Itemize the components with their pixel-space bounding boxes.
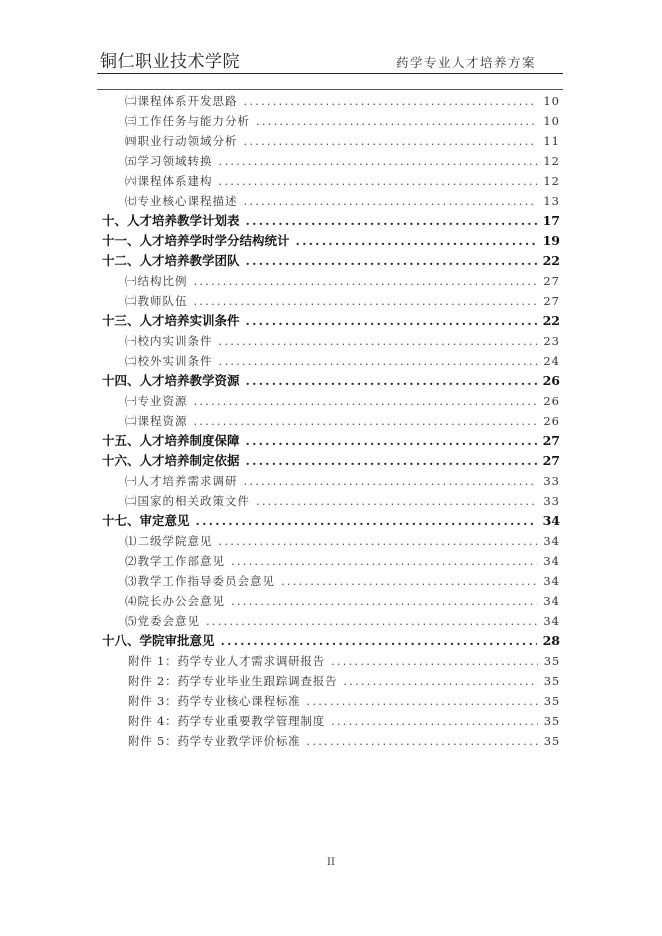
toc-leader-dots [246,431,537,451]
toc-leader-dots [196,511,537,531]
toc-entry-page: 12 [543,174,560,188]
toc-entry-title: 十七、审定意见 [102,513,190,528]
toc-entry-page: 13 [543,194,560,208]
toc-chapter-entry[interactable] [102,231,560,251]
toc-entry-page: 35 [543,714,560,728]
toc-entry-title: ㈡国家的相关政策文件 [125,494,250,508]
toc-section-entry[interactable] [102,191,560,211]
toc-entry-page: 34 [543,614,560,628]
toc-section-entry[interactable] [102,111,560,131]
toc-section-entry[interactable] [102,491,560,511]
toc-entry-page: 10 [543,94,560,108]
toc-entry-page: 22 [542,253,560,268]
toc-section-entry[interactable] [102,331,560,351]
toc-leader-dots [231,551,537,571]
toc-leader-dots [343,671,537,691]
toc-chapter-entry[interactable] [102,211,560,231]
toc-leader-dots [194,271,538,291]
toc-appendix-entry[interactable] [102,691,560,711]
toc-leader-dots [244,131,538,151]
toc-section-entry[interactable] [102,351,560,371]
toc-leader-dots [256,111,537,131]
toc-chapter-entry[interactable] [102,371,560,391]
toc-appendix-entry[interactable] [102,651,560,671]
toc-leader-dots [244,471,538,491]
toc-leader-dots [331,651,538,671]
toc-entry-page: 12 [543,154,560,168]
toc-entry-page: 26 [543,414,560,428]
header-institution-title: 铜仁职业技术学院 [100,52,240,72]
toc-entry-title: 附件 2：药学专业毕业生跟踪调查报告 [128,674,338,688]
toc-entry-page: 33 [543,494,560,508]
toc-entry-title: ㈡课程体系开发思路 [125,94,238,108]
toc-entry-page: 35 [543,734,560,748]
toc-leader-dots [219,151,538,171]
toc-leader-dots [281,571,537,591]
toc-leader-dots [244,191,538,211]
toc-entry-page: 22 [542,313,560,328]
toc-entry-title: ㈤学习领域转换 [125,154,213,168]
toc-entry-title: ⑸党委会意见 [125,614,200,628]
toc-entry-page: 34 [543,574,560,588]
page-number: II [327,857,335,868]
toc-entry-page: 34 [543,534,560,548]
toc-entry-title: 附件 3：药学专业核心课程标准 [128,694,301,708]
toc-section-entry[interactable] [102,611,560,631]
toc-leader-dots [306,691,537,711]
toc-chapter-entry[interactable] [102,311,560,331]
toc-leader-dots [296,231,537,251]
toc-chapter-entry[interactable] [102,631,560,651]
toc-entry-page: 27 [543,294,560,308]
table-of-contents [102,91,560,751]
toc-leader-dots [194,391,538,411]
toc-leader-dots [219,331,538,351]
toc-leader-dots [206,611,537,631]
toc-leader-dots [194,291,538,311]
toc-entry-page: 27 [543,274,560,288]
toc-section-entry[interactable] [102,151,560,171]
toc-entry-title: 十五、人才培养制度保障 [102,433,240,448]
toc-entry-title: 附件 5：药学专业教学评价标准 [128,734,301,748]
toc-leader-dots [221,631,537,651]
toc-leader-dots [246,251,537,271]
toc-chapter-entry[interactable] [102,431,560,451]
toc-entry-page: 34 [542,513,560,528]
toc-entry-title: ㈠人才培养需求调研 [125,474,238,488]
toc-entry-title: ㈠专业资源 [125,394,188,408]
toc-chapter-entry[interactable] [102,451,560,471]
toc-entry-title: 十三、人才培养实训条件 [102,313,240,328]
toc-entry-title: ㈦专业核心课程描述 [125,194,238,208]
toc-leader-dots [219,531,538,551]
toc-entry-title: 十八、学院审批意见 [102,633,215,648]
toc-section-entry[interactable] [102,391,560,411]
toc-entry-title: ㈠结构比例 [125,274,188,288]
toc-entry-page: 26 [542,373,560,388]
toc-section-entry[interactable] [102,171,560,191]
toc-section-entry[interactable] [102,411,560,431]
toc-entry-title: ⑵教学工作部意见 [125,554,225,568]
toc-section-entry[interactable] [102,551,560,571]
toc-entry-page: 35 [543,654,560,668]
toc-entry-page: 24 [543,354,560,368]
toc-appendix-entry[interactable] [102,731,560,751]
toc-entry-title: ⑷院长办公会意见 [125,594,225,608]
toc-entry-page: 27 [542,433,560,448]
toc-entry-title: ㈠校内实训条件 [125,334,213,348]
toc-entry-title: ㈣职业行动领域分析 [125,134,238,148]
toc-section-entry[interactable] [102,571,560,591]
toc-entry-title: 十四、人才培养教学资源 [102,373,240,388]
toc-entry-page: 35 [543,674,560,688]
toc-entry-title: ⑴二级学院意见 [125,534,213,548]
toc-entry-title: ㈢工作任务与能力分析 [125,114,250,128]
toc-entry-title: 十一、人才培养学时学分结构统计 [102,233,290,248]
toc-entry-title: ㈡校外实训条件 [125,354,213,368]
toc-leader-dots [194,411,538,431]
toc-leader-dots [306,731,537,751]
toc-entry-title: 十、人才培养教学计划表 [102,213,240,228]
toc-section-entry[interactable] [102,271,560,291]
toc-entry-page: 35 [543,694,560,708]
toc-entry-page: 28 [542,633,560,648]
toc-entry-page: 10 [543,114,560,128]
toc-entry-title: ㈡课程资源 [125,414,188,428]
toc-entry-title: 附件 1：药学专业人才需求调研报告 [128,654,326,668]
toc-leader-dots [219,171,538,191]
toc-section-entry[interactable] [102,471,560,491]
toc-section-entry[interactable] [102,591,560,611]
toc-chapter-entry[interactable] [102,511,560,531]
toc-leader-dots [244,91,538,111]
toc-entry-page: 17 [542,213,560,228]
toc-leader-dots [246,211,537,231]
toc-leader-dots [246,311,537,331]
toc-entry-title: 十六、人才培养制定依据 [102,453,240,468]
toc-entry-page: 27 [542,453,560,468]
toc-leader-dots [231,591,537,611]
toc-entry-title: ⑶教学工作指导委员会意见 [125,574,275,588]
toc-entry-page: 34 [543,594,560,608]
toc-entry-title: ㈡教师队伍 [125,294,188,308]
toc-leader-dots [219,351,538,371]
header-document-title: 药学专业人才培养方案 [396,55,537,70]
toc-section-entry[interactable] [102,131,560,151]
toc-entry-page: 23 [543,334,560,348]
toc-section-entry[interactable] [102,91,560,111]
toc-leader-dots [256,491,537,511]
header-divider-thin [97,89,563,90]
toc-entry-page: 33 [543,474,560,488]
toc-leader-dots [246,371,537,391]
header-divider [97,73,563,74]
toc-entry-title: ㈥课程体系建构 [125,174,213,188]
toc-entry-title: 附件 4：药学专业重要教学管理制度 [128,714,326,728]
toc-entry-page: 19 [542,233,560,248]
toc-section-entry[interactable] [102,291,560,311]
toc-entry-title: 十二、人才培养教学团队 [102,253,240,268]
toc-appendix-entry[interactable] [102,711,560,731]
toc-entry-page: 11 [543,134,560,148]
toc-entry-page: 34 [543,554,560,568]
toc-appendix-entry[interactable] [102,671,560,691]
toc-leader-dots [331,711,538,731]
toc-entry-page: 26 [543,394,560,408]
toc-section-entry[interactable] [102,531,560,551]
toc-chapter-entry[interactable] [102,251,560,271]
toc-leader-dots [246,451,537,471]
